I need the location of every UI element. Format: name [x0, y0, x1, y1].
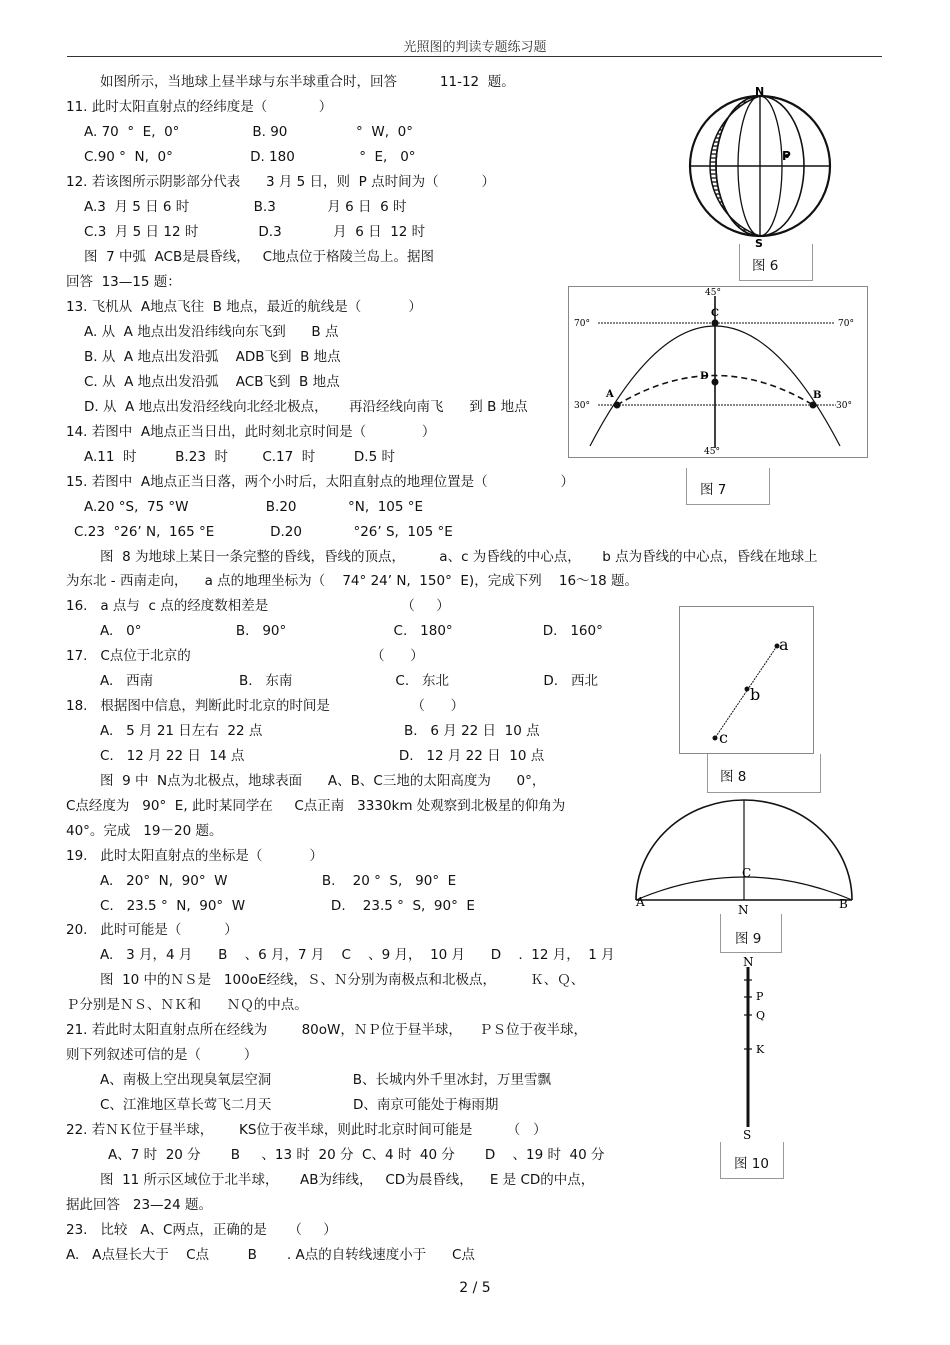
- fig7-caption-box: [686, 468, 770, 505]
- fig7-label-70-left: 70°: [574, 319, 590, 329]
- fig8-label-c: c: [719, 728, 728, 747]
- text-line: C. 12 月 22 日 14 点 D. 12 月 22 日 10 点: [100, 748, 545, 764]
- fig10-label-p: P: [756, 990, 764, 1003]
- fig7-label-c: C: [711, 308, 719, 319]
- text-line: 40°。完成 19－20 题。: [66, 823, 223, 839]
- text-line: 23. 比较 A、C两点，正确的是 （ ）: [66, 1222, 337, 1238]
- fig7-label-70-right: 70°: [838, 319, 854, 329]
- text-line: C.90 ° N, 0° D. 180 ° E, 0°: [84, 149, 416, 165]
- text-line: 如图所示，当地球上昼半球与东半球重合时，回答 11-12 题。: [100, 74, 515, 90]
- text-line: A. 西南 B. 东南 C. 东北 D. 西北: [100, 673, 598, 689]
- figure-9: [626, 792, 862, 916]
- text-line: 14. 若图中 A地点正当日出，此时刻北京时间是（ ）: [66, 424, 436, 440]
- fig10-label-k: K: [756, 1043, 765, 1056]
- fig9-caption: 图 9: [735, 931, 762, 947]
- fig7-label-30-left: 30°: [574, 401, 590, 411]
- figure-10: [738, 955, 778, 1140]
- fig7-label-bottom: 45°: [704, 447, 720, 457]
- fig6-label-p: P: [782, 149, 791, 163]
- fig7-label-d: D: [700, 371, 709, 382]
- text-line: C点经度为 90° E, 此时某同学在 C点正南 3330km 处观察到北极星的仰角为: [66, 798, 566, 814]
- text-line: B. 从 A 地点出发沿弧 ADB飞到 B 地点: [84, 349, 341, 365]
- text-line: A. 从 A 地点出发沿纬线向东飞到 B 点: [84, 324, 339, 340]
- text-line: 21. 若此时太阳直射点所在经线为 80oW，ＮＰ位于昼半球， ＰＳ位于夜半球，: [66, 1022, 588, 1038]
- text-line: 11. 此时太阳直射点的经纬度是（ ）: [66, 99, 333, 115]
- fig10-label-s: S: [743, 1128, 752, 1140]
- text-line: 22. 若ＮＫ位于昼半球， KS位于夜半球，则此时北京时间可能是 （ ）: [66, 1122, 547, 1138]
- text-line: A. 3 月，4 月 B 、6 月，7 月 C 、9 月， 10 月 D . 12 月， 1 月: [100, 947, 615, 963]
- fig9-label-a: A: [636, 895, 645, 909]
- text-line: Ｐ分别是ＮＳ、ＮＫ和 ＮＱ的中点。: [66, 997, 308, 1013]
- fig7-label-b: B: [813, 390, 822, 401]
- fig9-label-c: C: [742, 866, 752, 880]
- text-line: 20. 此时可能是（ ）: [66, 922, 238, 938]
- fig7-caption: 图 7: [700, 482, 727, 498]
- text-line: A. 5 月 21 日左右 22 点 B. 6 月 22 日 10 点: [100, 723, 540, 739]
- text-line: A. 20° N, 90° W B. 20 ° S, 90° E: [100, 873, 457, 889]
- text-line: C.23 °26’ N, 165 °E D.20 °26’ S, 105 °E: [74, 524, 453, 540]
- text-line: 据此回答 23—24 题。: [66, 1197, 213, 1213]
- text-line: 15. 若图中 A地点正当日落，两个小时后，太阳直射点的地理位置是（ ）: [66, 474, 575, 490]
- text-line: D. 从 A 地点出发沿经线向北经北极点， 再沿经线向南飞 到 B 地点: [84, 399, 528, 415]
- fig10-caption: 图 10: [734, 1156, 769, 1172]
- fig10-label-q: Q: [756, 1009, 766, 1022]
- text-line: 回答 13—15 题：: [66, 274, 181, 290]
- text-line: C、江淮地区草长莺飞二月天 D、南京可能处于梅雨期: [100, 1097, 499, 1113]
- fig7-label-30-right: 30°: [836, 401, 852, 411]
- text-line: A. 70 ° E, 0° B. 90 ° W, 0°: [84, 124, 413, 140]
- text-line: C. 从 A 地点出发沿弧 ACB飞到 B 地点: [84, 374, 340, 390]
- text-line: 图 10 中的ＮＳ是 100oE经线，Ｓ、Ｎ分别为南极点和北极点， Ｋ、Ｑ、: [100, 972, 585, 988]
- text-line: 图 11 所示区域位于北半球， AB为纬线， CD为晨昏线， E 是 CD的中点，: [100, 1172, 595, 1188]
- page-header: 光照图的判读专题练习题: [403, 40, 547, 55]
- text-line: 12. 若该图所示阴影部分代表 3 月 5 日，则 P 点时间为（ ）: [66, 174, 495, 190]
- text-line: 则下列叙述可信的是（ ）: [66, 1047, 258, 1063]
- fig10-label-n: N: [743, 955, 754, 969]
- text-line: A.3 月 5 日 6 时 B.3 月 6 日 6 时: [84, 199, 407, 215]
- text-line: 图 7 中弧 ACB是晨昏线， C地点位于格陵兰岛上。据图: [84, 249, 435, 265]
- text-line: A、南极上空出现臭氧层空洞 B、长城内外千里冰封，万里雪飘: [100, 1072, 552, 1088]
- text-line: 图 9 中 N点为北极点，地球表面 A、B、C三地的太阳高度为 0°，: [100, 773, 546, 789]
- page-number: 2 / 5: [459, 1280, 491, 1296]
- fig8-label-b: b: [750, 685, 761, 704]
- figure-6: [683, 84, 833, 249]
- fig7-label-top: 45°: [705, 288, 721, 298]
- header-rule: [67, 56, 882, 57]
- text-line: 为东北 - 西南走向， a 点的地理坐标为（ 74° 24’ N, 150° E)，完成下列 16～18 题。: [66, 573, 639, 589]
- figure-8: [679, 606, 814, 754]
- text-line: A.20 °S, 75 °W B.20 °N, 105 °E: [84, 499, 424, 515]
- text-line: C.3 月 5 日 12 时 D.3 月 6 日 12 时: [84, 224, 426, 240]
- text-line: A.11 时 B.23 时 C.17 时 D.5 时: [84, 449, 395, 465]
- fig7-label-a: A: [606, 389, 614, 400]
- text-line: 16. a 点与 c 点的经度数相差是 （ ）: [66, 598, 450, 614]
- text-line: 17. C点位于北京的 （ ）: [66, 648, 424, 664]
- text-line: 图 8 为地球上某日一条完整的昏线，昏线的顶点， a、c 为昏线的中心点， b 点为昏线的中心点，昏线在地球上: [100, 549, 818, 565]
- text-line: 13. 飞机从 A地点飞往 B 地点，最近的航线是（ ）: [66, 299, 422, 315]
- fig9-label-b: B: [839, 897, 848, 911]
- text-line: A、7 时 20 分 B 、13 时 20 分 C、4 时 40 分 D 、19 时 40 分: [108, 1147, 605, 1163]
- text-line: 19. 此时太阳直射点的坐标是（ ）: [66, 848, 324, 864]
- figure-7: [568, 286, 868, 458]
- text-line: A. A点昼长大于 C点 B . A点的自转线速度小于 C点: [66, 1247, 475, 1263]
- fig6-caption: 图 6: [752, 258, 779, 274]
- fig8-caption: 图 8: [720, 769, 747, 785]
- text-line: A. 0° B. 90° C. 180° D. 160°: [100, 623, 603, 639]
- fig6-label-s: S: [755, 237, 763, 249]
- text-line: C. 23.5 ° N, 90° W D. 23.5 ° S, 90° E: [100, 898, 475, 914]
- fig8-label-a: a: [779, 635, 789, 654]
- text-line: 18. 根据图中信息，判断此时北京的时间是 （ ）: [66, 698, 465, 714]
- fig6-label-n: N: [755, 85, 765, 98]
- fig9-label-n: N: [738, 903, 749, 916]
